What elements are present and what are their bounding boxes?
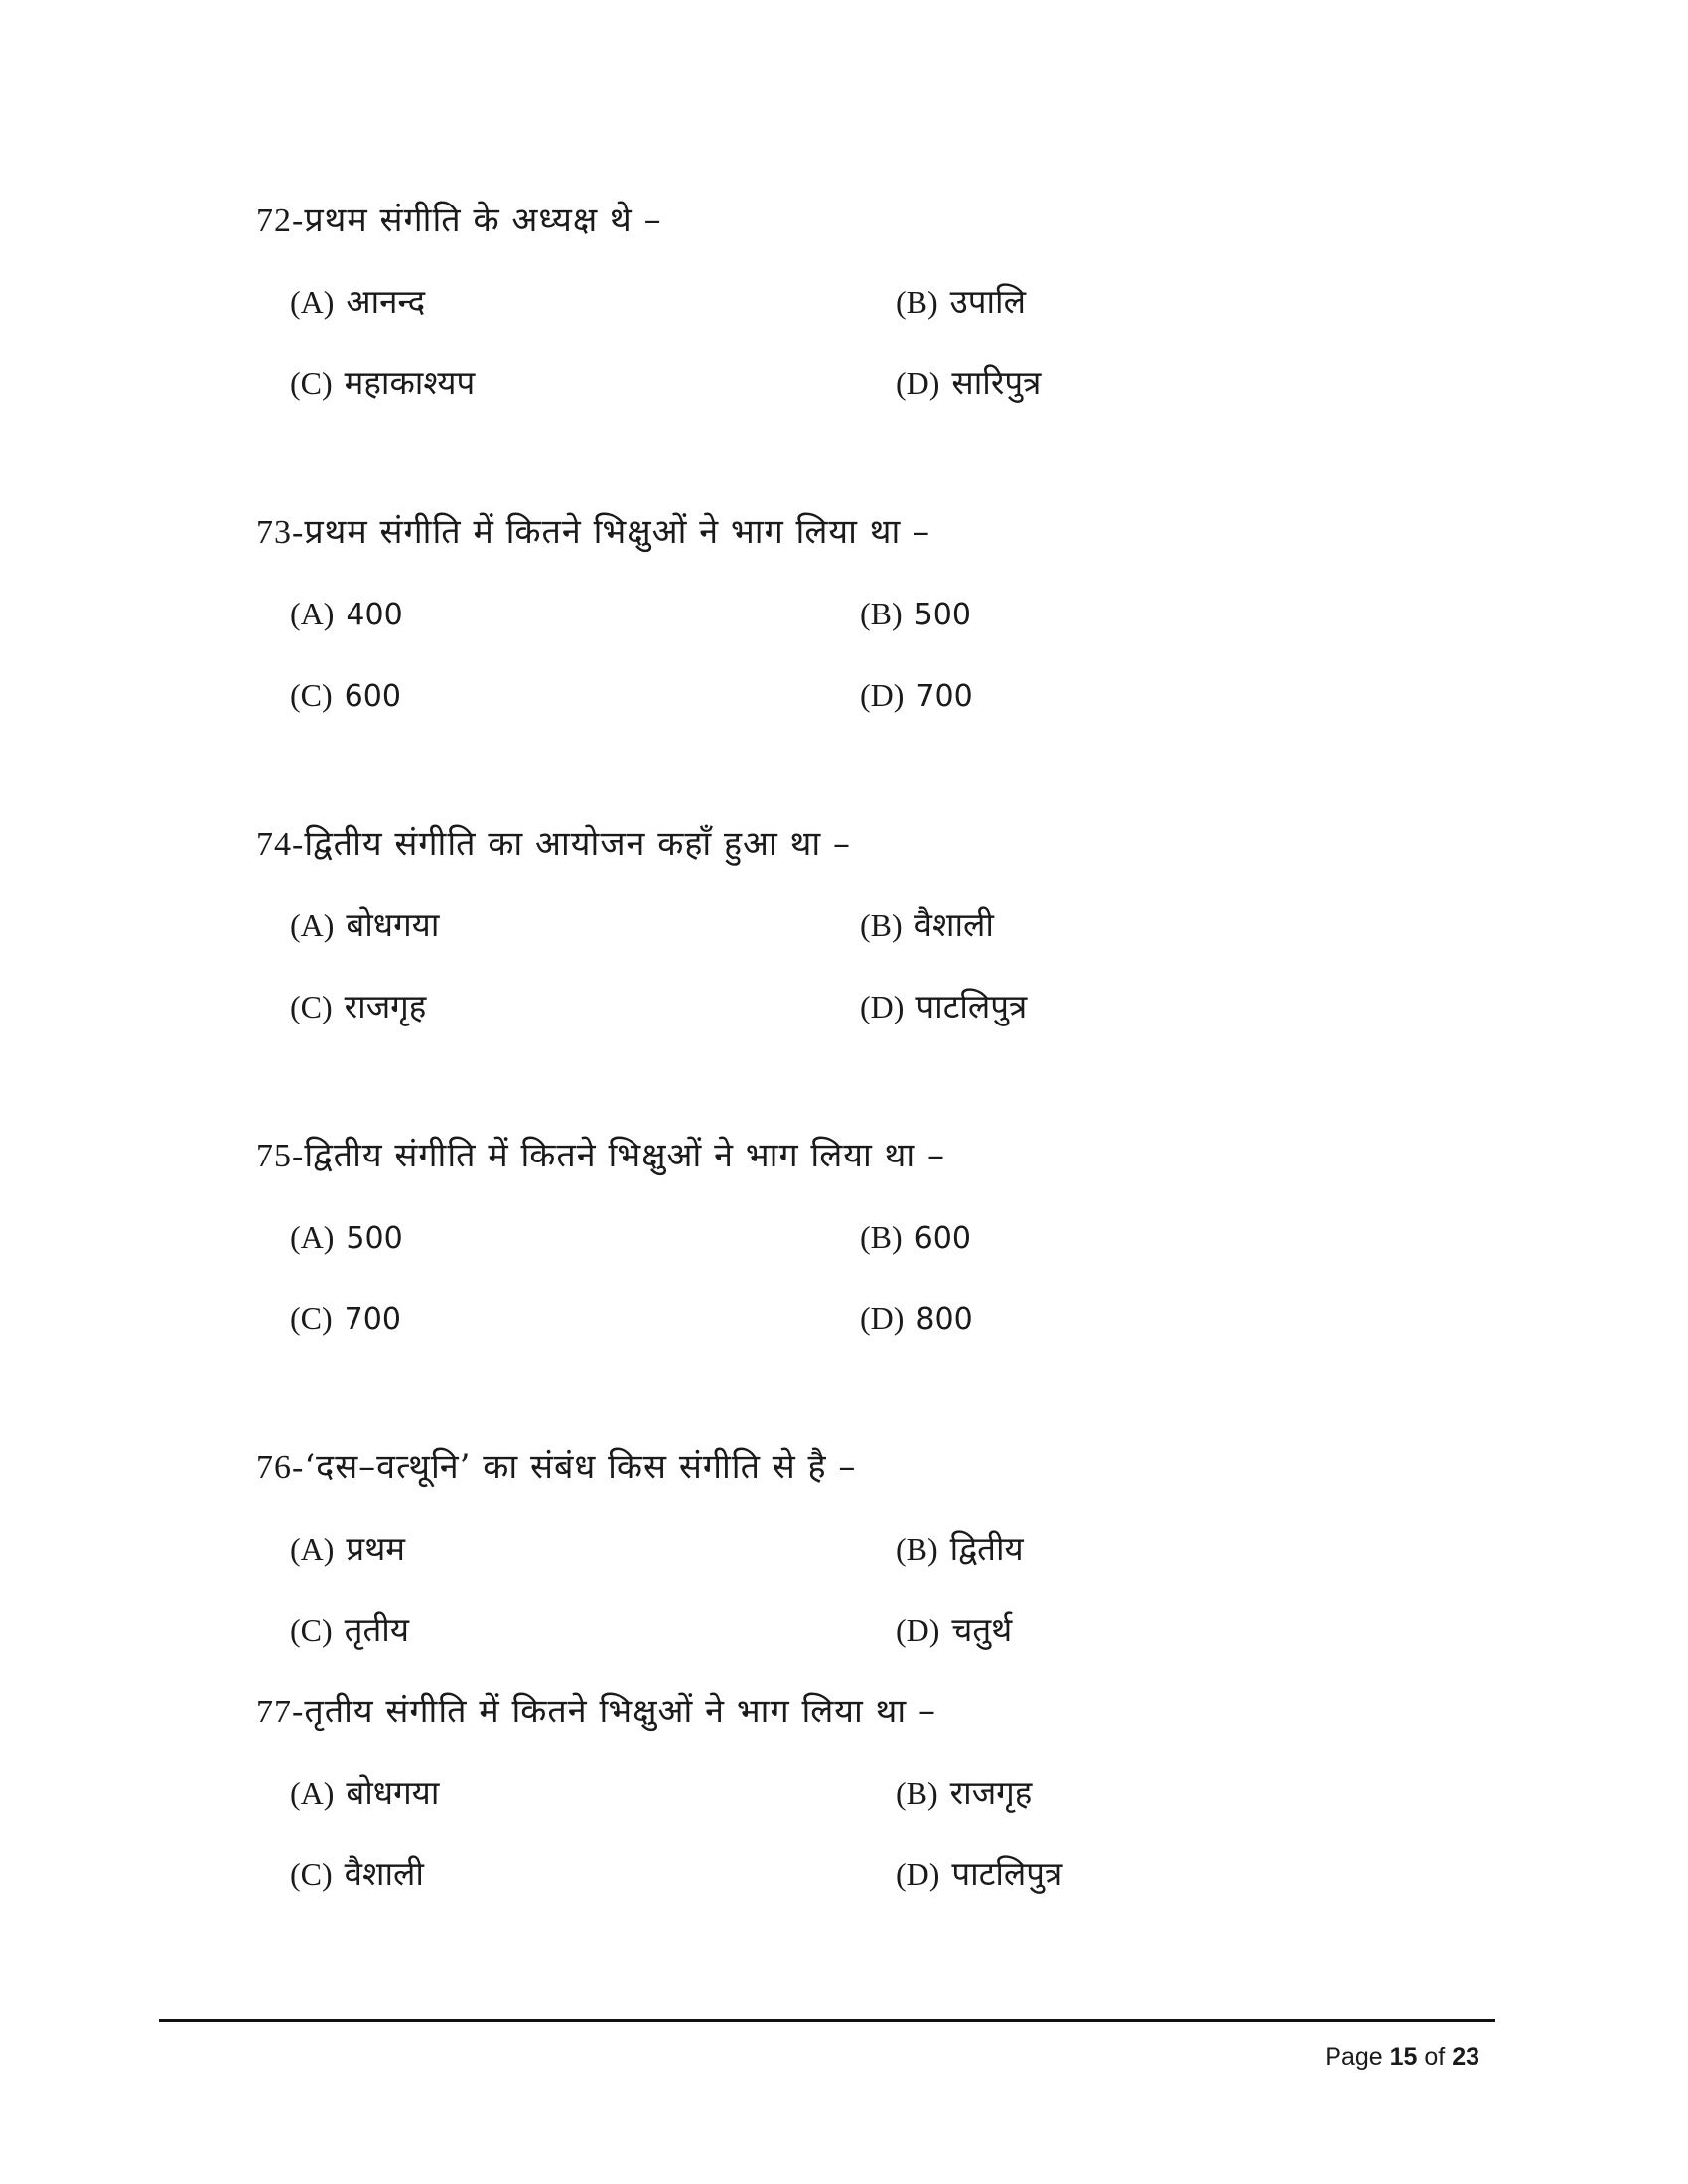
option-d	[896, 1852, 1062, 1896]
question-prompt: प्रथम संगीति के अध्यक्ष थे –	[304, 201, 662, 240]
option-value: तृतीय	[344, 1610, 409, 1649]
option-key: (A)	[290, 284, 335, 320]
option-d	[860, 1297, 973, 1342]
option-value: राजगृह	[949, 1773, 1033, 1812]
question-number: 72-	[256, 203, 305, 239]
question-text	[256, 822, 851, 867]
option-b	[860, 592, 971, 637]
option-a	[290, 1527, 405, 1570]
question-prompt: द्वितीय संगीति का आयोजन कहाँ हुआ था –	[304, 824, 851, 864]
option-key: (B)	[860, 596, 903, 631]
question-number: 74-	[256, 826, 305, 863]
option-d	[896, 361, 1041, 405]
option-key: (B)	[896, 1775, 938, 1811]
option-value: उपालि	[949, 282, 1026, 321]
option-value: बोधगया	[346, 1773, 440, 1812]
option-key: (D)	[896, 365, 940, 401]
question-text	[256, 1134, 945, 1178]
option-d	[896, 1608, 1012, 1652]
option-value: पाटलिपुत्र	[951, 1854, 1063, 1893]
question-number: 76-	[256, 1449, 305, 1486]
question-prompt: द्वितीय संगीति में कितने भिक्षुओं ने भाग लिया था –	[304, 1136, 945, 1175]
option-c	[290, 673, 401, 719]
footer-divider	[159, 2019, 1495, 2022]
option-a	[290, 1215, 403, 1261]
option-key: (A)	[290, 1531, 335, 1567]
option-value: 500	[914, 598, 971, 632]
question-prompt: तृतीय संगीति में कितने भिक्षुओं ने भाग लिया था –	[304, 1692, 936, 1731]
option-c	[290, 361, 475, 405]
option-c	[290, 1608, 409, 1652]
question-text	[256, 1690, 936, 1734]
current-page: 15	[1389, 2043, 1418, 2071]
option-key: (B)	[860, 907, 903, 943]
option-value: 400	[346, 598, 403, 632]
option-key: (D)	[860, 677, 905, 713]
question-prompt: प्रथम संगीति में कितने भिक्षुओं ने भाग लिया था –	[304, 512, 931, 552]
option-key: (C)	[290, 365, 333, 401]
option-value: बोधगया	[346, 905, 440, 944]
option-value: वैशाली	[344, 1854, 424, 1893]
question-number: 75-	[256, 1138, 305, 1174]
page-number	[1325, 2043, 1479, 2072]
option-value: सारिपुत्र	[951, 363, 1042, 402]
option-d	[860, 673, 973, 719]
option-value: 600	[344, 679, 401, 714]
option-b	[896, 1527, 1024, 1570]
option-value: 600	[914, 1221, 971, 1256]
option-value: चतुर्थ	[951, 1610, 1013, 1649]
option-d	[860, 985, 1027, 1028]
option-value: 500	[346, 1221, 403, 1256]
option-a	[290, 280, 425, 324]
option-value: आनन्द	[346, 282, 426, 321]
option-a	[290, 592, 403, 637]
option-value: 700	[915, 679, 973, 714]
option-value: प्रथम	[346, 1529, 406, 1568]
option-value: पाटलिपुत्र	[915, 987, 1028, 1025]
option-c	[290, 1297, 401, 1342]
question-number: 73-	[256, 514, 305, 551]
option-value: द्वितीय	[949, 1529, 1024, 1568]
option-value: वैशाली	[914, 905, 994, 944]
option-key: (C)	[290, 1856, 333, 1892]
option-key: (D)	[896, 1856, 940, 1892]
option-key: (C)	[290, 677, 333, 713]
option-a	[290, 903, 439, 947]
option-key: (D)	[896, 1612, 940, 1648]
option-value: राजगृह	[344, 987, 427, 1025]
option-key: (C)	[290, 989, 333, 1024]
question-text	[256, 199, 662, 243]
option-key: (D)	[860, 1300, 905, 1336]
option-b	[860, 1215, 971, 1261]
option-value: 800	[915, 1302, 973, 1337]
option-a	[290, 1771, 439, 1815]
option-key: (A)	[290, 596, 335, 631]
option-value: महाकाश्यप	[344, 363, 476, 402]
option-c	[290, 1852, 424, 1896]
option-value: 700	[344, 1302, 401, 1337]
option-c	[290, 985, 426, 1028]
option-key: (C)	[290, 1612, 333, 1648]
option-key: (A)	[290, 1775, 335, 1811]
question-number: 77-	[256, 1694, 305, 1730]
question-prompt: ‘दस–वत्थूनि’ का संबंध किस संगीति से है –	[304, 1447, 857, 1487]
of-label: of	[1424, 2043, 1446, 2071]
question-text	[256, 1445, 856, 1490]
option-b	[896, 280, 1026, 324]
option-key: (C)	[290, 1300, 333, 1336]
option-key: (B)	[860, 1219, 903, 1255]
question-text	[256, 510, 930, 555]
option-key: (D)	[860, 989, 905, 1024]
total-pages: 23	[1452, 2043, 1479, 2071]
option-key: (B)	[896, 284, 938, 320]
option-key: (A)	[290, 1219, 335, 1255]
option-key: (A)	[290, 907, 335, 943]
option-key: (B)	[896, 1531, 938, 1567]
page-label: Page	[1325, 2043, 1383, 2071]
option-b	[860, 903, 994, 947]
option-b	[896, 1771, 1032, 1815]
